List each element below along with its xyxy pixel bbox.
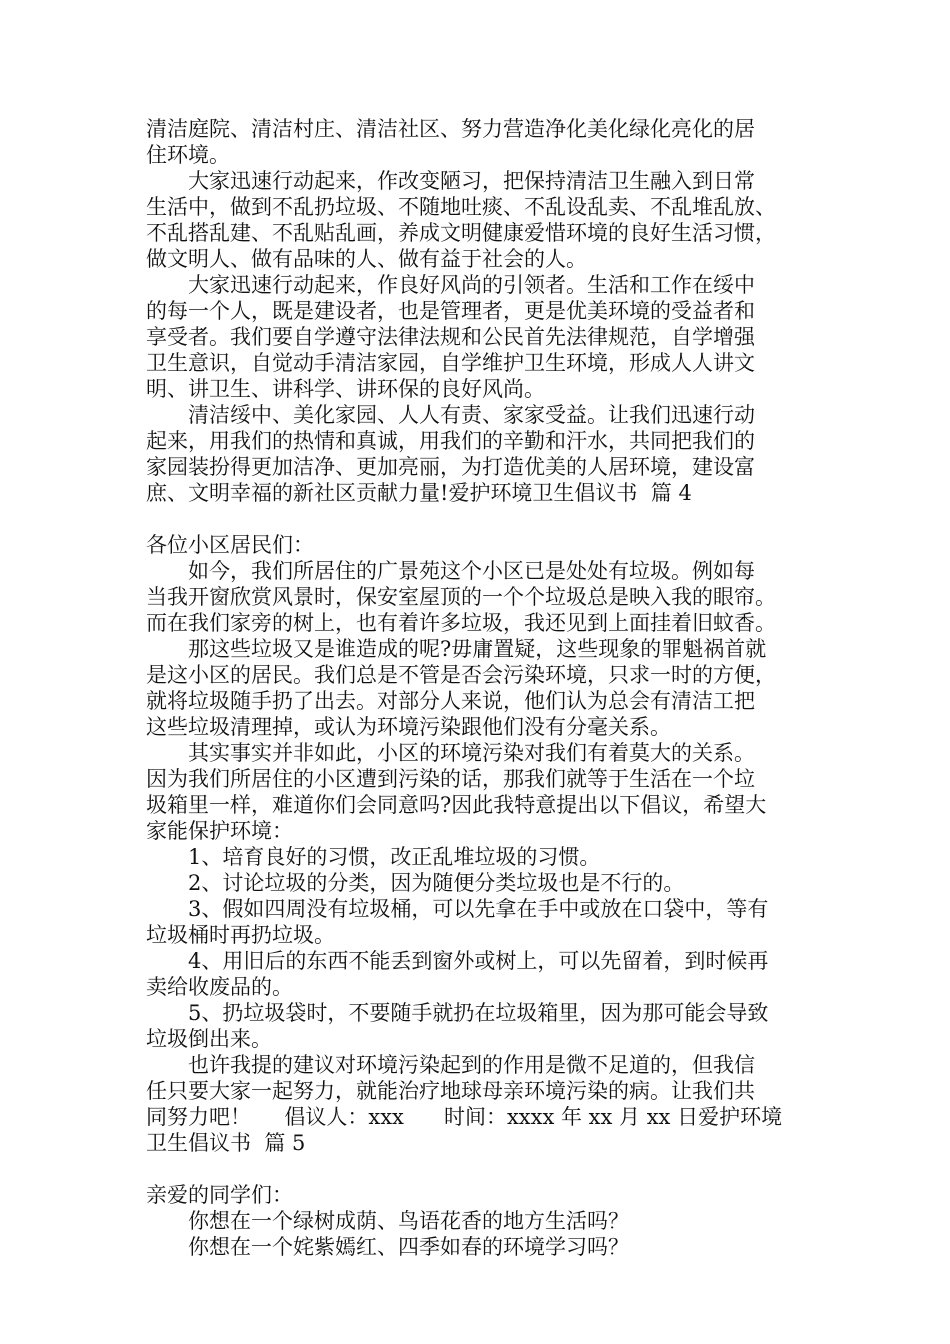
- blank-line: [146, 506, 810, 532]
- text-line: 4、用旧后的东西不能丢到窗外或树上，可以先留着，到时候再: [188, 949, 769, 973]
- text-line: 因为我们所居住的小区遭到污染的话，那我们就等于生活在一个垃: [146, 767, 755, 791]
- text-line: 那这些垃圾又是谁造成的呢?毋庸置疑，这些现象的罪魁祸首就: [188, 637, 767, 661]
- text-line: 卫生倡议书 篇 5: [146, 1131, 306, 1155]
- text-line: 大家迅速行动起来，作良好风尚的引领者。生活和工作在绥中: [188, 273, 755, 297]
- text-line: 3、假如四周没有垃圾桶，可以先拿在手中或放在口袋中，等有: [188, 897, 769, 921]
- text-line: 其实事实并非如此，小区的环境污染对我们有着莫大的关系。: [188, 741, 755, 765]
- text-line: 大家迅速行动起来，作改变陋习，把保持清洁卫生融入到日常: [188, 169, 755, 193]
- text-line: 是这小区的居民。我们总是不管是否会污染环境，只求一时的方便，: [146, 663, 776, 687]
- text-line: 也许我提的建议对环境污染起到的作用是微不足道的，但我信: [188, 1053, 755, 1077]
- text-line: 家能保护环境：: [146, 819, 293, 843]
- text-line: 明、讲卫生、讲科学、讲环保的良好风尚。: [146, 377, 545, 401]
- text-line: 当我开窗欣赏风景时，保安室屋顶的一个个垃圾总是映入我的眼帘。: [146, 585, 776, 609]
- text-line: 垃圾倒出来。: [146, 1027, 272, 1051]
- text-line: 2、讨论垃圾的分类，因为随便分类垃圾也是不行的。: [188, 871, 685, 895]
- text-line: 亲爱的同学们：: [146, 1183, 293, 1207]
- text-line: 而在我们家旁的树上，也有着许多垃圾，我还见到上面挂着旧蚊香。: [146, 611, 776, 635]
- blank-line: [146, 1156, 810, 1182]
- text-line: 住环境。: [146, 143, 230, 167]
- text-line: 享受者。我们要自学遵守法律法规和公民首先法律规范，自学增强: [146, 325, 755, 349]
- text-line: 做文明人、做有品味的人、做有益于社会的人。: [146, 247, 587, 271]
- text-line: 不乱搭乱建、不乱贴乱画，养成文明健康爱惜环境的良好生活习惯，: [146, 221, 776, 245]
- text-line: 生活中，做到不乱扔垃圾、不随地吐痰、不乱设乱卖、不乱堆乱放、: [146, 195, 776, 219]
- text-line: 清洁绥中、美化家园、人人有责、家家受益。让我们迅速行动: [188, 403, 755, 427]
- text-line: 清洁庭院、清洁村庄、清洁社区、努力营造净化美化绿化亮化的居: [146, 117, 755, 141]
- text-line: 如今，我们所居住的广景苑这个小区已是处处有垃圾。例如每: [188, 559, 755, 583]
- text-line: 各位小区居民们：: [146, 533, 314, 557]
- text-line: 这些垃圾清理掉，或认为环境污染跟他们没有分毫关系。: [146, 715, 671, 739]
- document-page: [146, 116, 810, 1260]
- text-line: 起来，用我们的热情和真诚，用我们的辛勤和汗水，共同把我们的: [146, 429, 755, 453]
- text-line: 你想在一个姹紫嫣红、四季如春的环境学习吗？: [188, 1235, 629, 1259]
- text-line: 任只要大家一起努力，就能治疗地球母亲环境污染的病。让我们共: [146, 1079, 755, 1103]
- text-line: 就将垃圾随手扔了出去。对部分人来说，他们认为总会有清洁工把: [146, 689, 755, 713]
- text-line: 同努力吧！ 倡议人：xxx 时间：xxxx 年 xx 月 xx 日爱护环境: [146, 1105, 783, 1129]
- text-line: 庶、文明幸福的新社区贡献力量!爱护环境卫生倡议书 篇 4: [146, 481, 692, 505]
- text-line: 圾箱里一样，难道你们会同意吗?因此我特意提出以下倡议，希望大: [146, 793, 767, 817]
- text-line: 5、扔垃圾袋时，不要随手就扔在垃圾箱里，因为那可能会导致: [188, 1001, 769, 1025]
- text-line: 你想在一个绿树成荫、鸟语花香的地方生活吗？: [188, 1209, 629, 1233]
- text-line: 的每一个人，既是建设者，也是管理者，更是优美环境的受益者和: [146, 299, 755, 323]
- text-line: 1、培育良好的习惯，改正乱堆垃圾的习惯。: [188, 845, 601, 869]
- text-line: 垃圾桶时再扔垃圾。: [146, 923, 335, 947]
- text-line: 家园装扮得更加洁净、更加亮丽，为打造优美的人居环境，建设富: [146, 455, 755, 479]
- text-line: 卖给收废品的。: [146, 975, 293, 999]
- text-line: 卫生意识，自觉动手清洁家园，自学维护卫生环境，形成人人讲文: [146, 351, 755, 375]
